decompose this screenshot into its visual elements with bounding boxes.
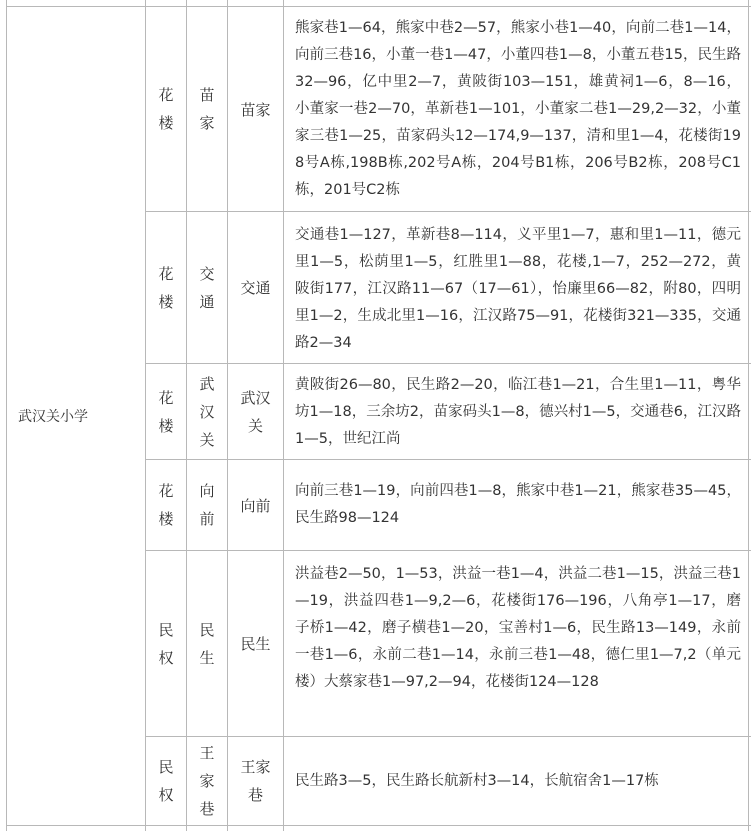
address-range-text: 交通巷1—127，革新巷8—114，义平里1—7，惠和里1—11，德元里1—5，松荫里1—5，红胜里1—88，花楼,1—7，252—272，黄陂街177，江汉路11—67（17—61），怡廉里66—82，附80，四明里1—2，生成北里1—16，江汉路75—91，花楼街321—335，交通路2—34 <box>295 227 741 351</box>
address-range-text: 洪益巷2—50，1—53，洪益一巷1—4，洪益二巷1—15，洪益三巷1—19，洪益四巷1—9,2—6，花楼街176—196，八角亭1—17，磨子桥1—42，磨子横巷1—20，宝善村1—6，民生路13—149，永前一巷1—6，永前二巷1—14，永前三巷1—48，德仁里1—7,2（单元楼）大蔡家巷1—97,2—94，花楼街124—128 <box>295 566 741 690</box>
row-divider <box>6 825 751 826</box>
community-cell <box>187 212 227 363</box>
community-name-cell <box>228 364 283 459</box>
street-cell <box>146 364 186 459</box>
column-divider <box>748 0 749 831</box>
street-label: 民权 <box>158 620 174 667</box>
community-name: 向前 <box>240 496 271 515</box>
community-name-cell <box>228 7 283 211</box>
community-cell <box>187 460 227 550</box>
community-name: 苗家 <box>240 100 271 119</box>
community-label: 交通 <box>199 264 215 311</box>
community-cell <box>187 364 227 459</box>
community-name-cell <box>228 551 283 736</box>
community-name: 民生 <box>240 635 271 653</box>
address-range-text: 民生路3—5，民生路长航新村3—14，长航宿舍1—17栋 <box>295 772 659 789</box>
community-label: 王家巷 <box>199 744 215 818</box>
community-cell <box>187 737 227 825</box>
street-cell <box>146 551 186 736</box>
street-cell <box>146 737 186 825</box>
community-name-cell <box>228 737 283 825</box>
address-range-text: 向前三巷1—19，向前四巷1—8，熊家中巷1—21，熊家巷35—45，民生路98—124 <box>295 483 741 526</box>
street-label: 民权 <box>158 758 174 804</box>
community-label: 向前 <box>199 482 215 528</box>
street-label: 花楼 <box>158 388 174 435</box>
address-range-text: 黄陂街26—80，民生路2—20，临江巷1—21，合生里1—11，粤华坊1—18，三余坊2，苗家码头1—8，德兴村1—5，交通巷6，江汉路1—5，世纪江尚 <box>295 377 741 447</box>
school-name-cell: 武汉关小学 <box>18 409 88 425</box>
address-range-text: 熊家巷1—64，熊家中巷2—57，熊家小巷1—40，向前二巷1—14，向前三巷16，小董一巷1—47，小董四巷1—8，小董五巷15，民生路32—96，亿中里2—7，黄陂街103—151，雄黄祠1—6，8—16，小董家一巷2—70，革新巷1—101，小董家二巷1—29,2—32，小董家三巷1—25，苗家码头12—174,9—137，清和里1—4，花楼街198号A栋,198B栋,202号A栋，204号B1栋，206号B2栋，208号C1栋，201号C2栋 <box>295 20 741 198</box>
community-cell <box>187 551 227 736</box>
street-cell <box>146 460 186 550</box>
community-name-cell <box>228 212 283 363</box>
street-label: 花楼 <box>158 86 174 132</box>
community-name: 王家巷 <box>240 758 271 804</box>
community-label: 苗家 <box>199 86 215 132</box>
street-cell <box>146 7 186 211</box>
column-divider <box>283 0 284 831</box>
community-name: 武汉关 <box>240 388 271 435</box>
street-label: 花楼 <box>158 264 174 311</box>
street-cell <box>146 212 186 363</box>
community-cell <box>187 7 227 211</box>
community-name: 交通 <box>240 279 271 297</box>
community-label: 民生 <box>199 620 215 667</box>
community-label: 武汉关 <box>199 374 215 449</box>
street-label: 花楼 <box>158 482 174 528</box>
community-name-cell <box>228 460 283 550</box>
